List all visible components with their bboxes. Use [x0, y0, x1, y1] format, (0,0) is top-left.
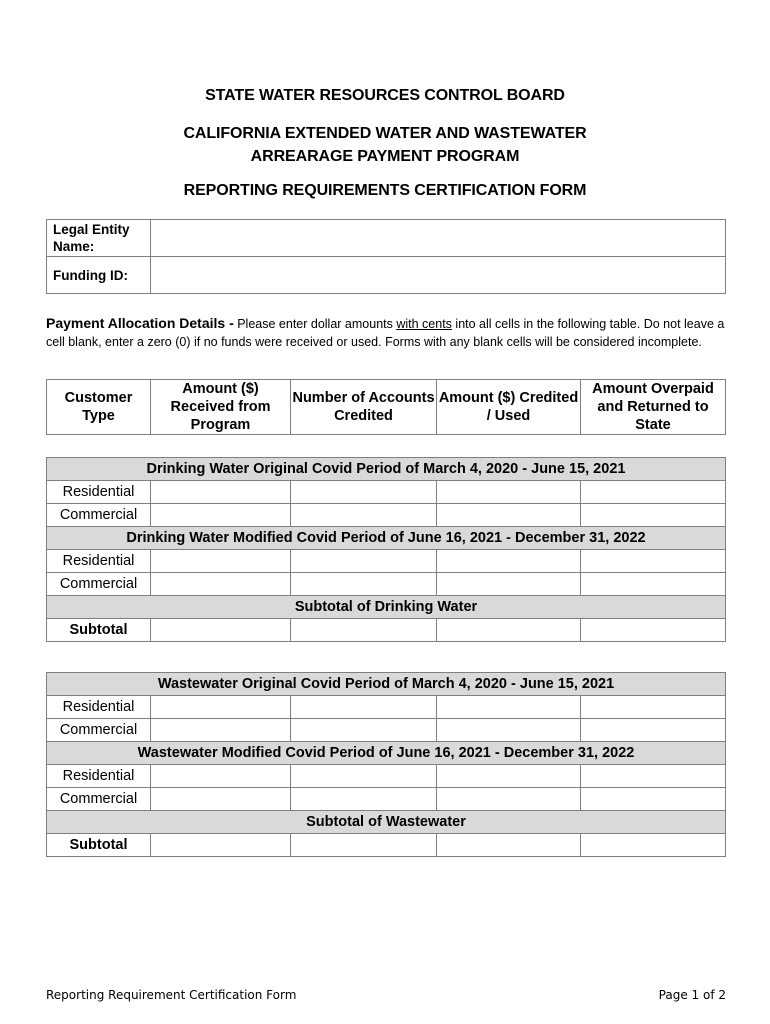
- input-cell[interactable]: [151, 834, 291, 857]
- input-cell[interactable]: [581, 834, 726, 857]
- ww-modified-residential-label: Residential: [47, 765, 151, 788]
- input-cell[interactable]: [437, 719, 581, 742]
- ww-original-commercial-label: Commercial: [47, 719, 151, 742]
- table-row: [47, 834, 726, 857]
- input-cell[interactable]: [581, 696, 726, 719]
- legal-entity-label: Legal Entity Name:: [47, 220, 151, 257]
- dw-original-commercial-label: Commercial: [47, 504, 151, 527]
- table-row: [47, 696, 726, 719]
- ww-modified-period-band: Wastewater Modified Covid Period of June 16, 2021 - December 31, 2022: [47, 742, 726, 765]
- input-cell[interactable]: [151, 504, 291, 527]
- input-cell[interactable]: [581, 719, 726, 742]
- instructions-paragraph: [46, 314, 730, 351]
- input-cell[interactable]: [581, 788, 726, 811]
- dw-modified-commercial-label: Commercial: [47, 573, 151, 596]
- table-row: [47, 481, 726, 504]
- legal-entity-input[interactable]: [151, 220, 726, 257]
- dw-original-period-band: Drinking Water Original Covid Period of March 4, 2020 - June 15, 2021: [47, 458, 726, 481]
- input-cell[interactable]: [151, 619, 291, 642]
- input-cell[interactable]: [291, 719, 437, 742]
- input-cell[interactable]: [581, 619, 726, 642]
- input-cell[interactable]: [291, 619, 437, 642]
- input-cell[interactable]: [437, 550, 581, 573]
- input-cell[interactable]: [437, 788, 581, 811]
- input-cell[interactable]: [291, 550, 437, 573]
- input-cell[interactable]: [151, 696, 291, 719]
- input-cell[interactable]: [151, 573, 291, 596]
- input-cell[interactable]: [581, 550, 726, 573]
- instructions-text-after: into all cells in the following table. Do not leave a cell blank, enter a zero (0) if no funds were received or used. Forms with any blank cells will be considered incomplete.: [46, 317, 725, 349]
- dw-modified-period-band: Drinking Water Modified Covid Period of June 16, 2021 - December 31, 2022: [47, 527, 726, 550]
- input-cell[interactable]: [581, 765, 726, 788]
- table-row: [47, 573, 726, 596]
- dw-subtotal-band: Subtotal of Drinking Water: [47, 596, 726, 619]
- input-cell[interactable]: [437, 481, 581, 504]
- table-row: [47, 504, 726, 527]
- ww-original-period-band: Wastewater Original Covid Period of March 4, 2020 - June 15, 2021: [47, 673, 726, 696]
- input-cell[interactable]: [291, 788, 437, 811]
- program-title-line2: ARREARAGE PAYMENT PROGRAM: [250, 148, 520, 165]
- agency-title: STATE WATER RESOURCES CONTROL BOARD: [205, 87, 565, 104]
- table-row: [47, 619, 726, 642]
- footer-page-number: Page 1 of 2: [658, 988, 726, 1002]
- column-header: Amount ($) Credited / Used: [437, 380, 581, 435]
- input-cell[interactable]: [581, 573, 726, 596]
- funding-id-input[interactable]: [151, 257, 726, 294]
- footer-form-name: Reporting Requirement Certification Form: [46, 988, 297, 1002]
- column-header: Amount ($) Received from Program: [151, 380, 291, 435]
- input-cell[interactable]: [291, 696, 437, 719]
- input-cell[interactable]: [151, 765, 291, 788]
- column-header: Customer Type: [47, 380, 151, 435]
- instructions-text-before: Please enter dollar amounts: [233, 317, 397, 331]
- program-title-line1: CALIFORNIA EXTENDED WATER AND WASTEWATER: [183, 125, 587, 142]
- input-cell[interactable]: [151, 719, 291, 742]
- instructions-underlined: with cents: [396, 317, 452, 331]
- ww-original-residential-label: Residential: [47, 696, 151, 719]
- dw-original-residential-label: Residential: [47, 481, 151, 504]
- input-cell[interactable]: [581, 481, 726, 504]
- ww-subtotal-label: Subtotal: [47, 834, 151, 857]
- input-cell[interactable]: [581, 504, 726, 527]
- table-row: [47, 719, 726, 742]
- table-row: [47, 788, 726, 811]
- ww-subtotal-band: Subtotal of Wastewater: [47, 811, 726, 834]
- drinking-water-table: [46, 457, 726, 642]
- dw-modified-residential-label: Residential: [47, 550, 151, 573]
- input-cell[interactable]: [437, 765, 581, 788]
- input-cell[interactable]: [291, 481, 437, 504]
- input-cell[interactable]: [291, 573, 437, 596]
- input-cell[interactable]: [151, 788, 291, 811]
- input-cell[interactable]: [437, 696, 581, 719]
- input-cell[interactable]: [151, 550, 291, 573]
- ww-modified-commercial-label: Commercial: [47, 788, 151, 811]
- input-cell[interactable]: [437, 504, 581, 527]
- form-title: REPORTING REQUIREMENTS CERTIFICATION FORM: [183, 182, 587, 199]
- input-cell[interactable]: [437, 834, 581, 857]
- dw-subtotal-label: Subtotal: [47, 619, 151, 642]
- input-cell[interactable]: [291, 834, 437, 857]
- entity-table: [46, 219, 726, 294]
- input-cell[interactable]: [151, 481, 291, 504]
- column-header: Amount Overpaid and Returned to State: [581, 380, 726, 435]
- funding-id-label: Funding ID:: [47, 257, 151, 294]
- input-cell[interactable]: [437, 619, 581, 642]
- column-header-table: [46, 379, 726, 435]
- wastewater-table: [46, 672, 726, 857]
- table-row: [47, 550, 726, 573]
- instructions-heading: Payment Allocation Details -: [46, 315, 234, 331]
- input-cell[interactable]: [291, 504, 437, 527]
- table-row: [47, 765, 726, 788]
- input-cell[interactable]: [291, 765, 437, 788]
- input-cell[interactable]: [437, 573, 581, 596]
- column-header: Number of Accounts Credited: [291, 380, 437, 435]
